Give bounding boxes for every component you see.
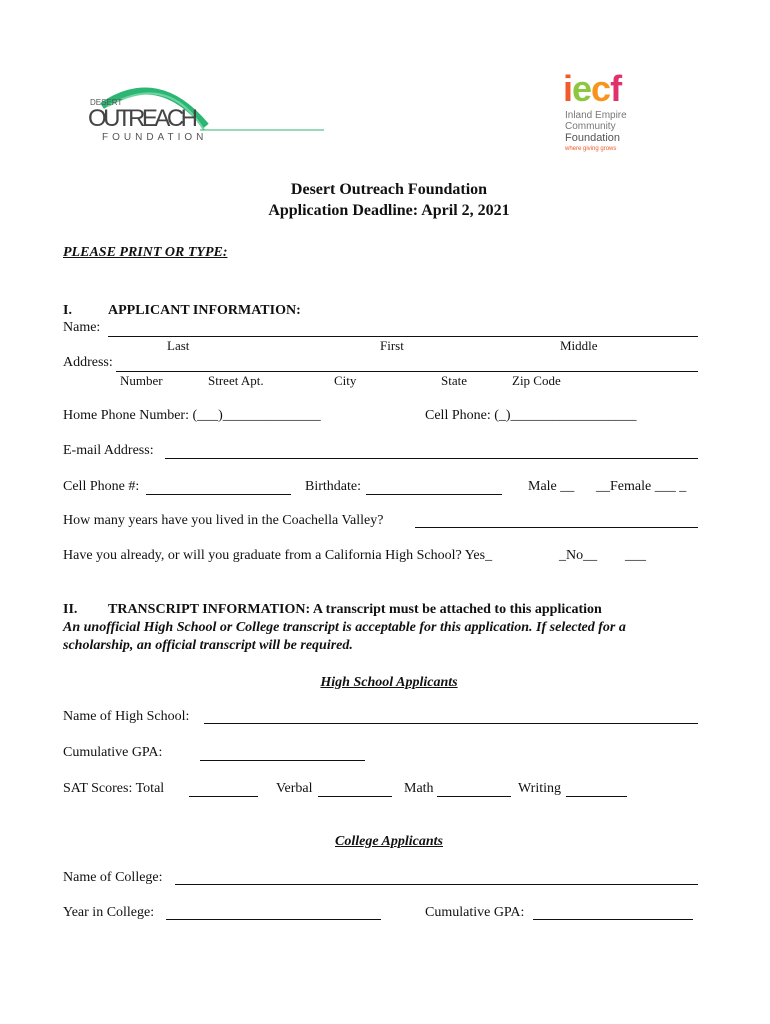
iecf-tagline: where giving grows: [565, 146, 617, 152]
college-gpa-label: Cumulative GPA:: [425, 905, 525, 920]
cell-phone-top-field[interactable]: Cell Phone: (_)__________________: [425, 408, 637, 423]
birthdate-label: Birthdate:: [305, 479, 361, 494]
female-option[interactable]: __Female ___ _: [596, 479, 687, 494]
iecf-line3: Foundation: [565, 132, 621, 144]
iecf-line2: Community: [565, 121, 616, 132]
home-phone-field[interactable]: Home Phone Number: (___)______________: [63, 408, 321, 423]
sat-math-field[interactable]: [437, 796, 511, 797]
cell-field[interactable]: [146, 494, 291, 495]
gpa-field[interactable]: [200, 760, 365, 761]
form-title: Desert Outreach Foundation: [290, 181, 488, 198]
name-label: Name:: [63, 320, 101, 335]
grad-blank[interactable]: ___: [625, 548, 646, 563]
name-sub-first: First: [380, 338, 404, 353]
email-field[interactable]: [165, 458, 698, 459]
year-label: Year in College:: [63, 905, 155, 920]
svg-text:OUTREACH: OUTREACH: [88, 105, 198, 132]
cell-label: Cell Phone #:: [63, 479, 140, 494]
male-option[interactable]: Male __: [528, 479, 575, 494]
name-field[interactable]: [108, 336, 698, 337]
sat-math-label: Math: [404, 781, 434, 796]
section2-number: II.: [63, 602, 78, 617]
sat-writing-label: Writing: [518, 781, 561, 796]
address-sub-zip: Zip Code: [512, 373, 561, 388]
email-label: E-mail Address:: [63, 443, 154, 458]
iecf-line1: Inland Empire: [565, 110, 627, 121]
section2-title: TRANSCRIPT INFORMATION: A transcript must be attached to this application: [108, 602, 602, 617]
svg-text:FOUNDATION: FOUNDATION: [102, 132, 208, 143]
sat-total-label: SAT Scores: Total: [63, 781, 165, 796]
hs-name-field[interactable]: [204, 723, 698, 724]
years-question: How many years have you lived in the Coachella Valley?: [63, 513, 384, 528]
section1-title: APPLICANT INFORMATION:: [108, 303, 301, 318]
name-sub-middle: Middle: [560, 338, 598, 353]
gpa-label: Cumulative GPA:: [63, 745, 163, 760]
address-sub-city: City: [334, 373, 357, 388]
section1-number: I.: [63, 303, 72, 318]
years-field[interactable]: [415, 527, 698, 528]
college-heading: College Applicants: [335, 834, 443, 849]
svg-text:DESERT: DESERT: [90, 98, 123, 107]
deadline: Application Deadline: April 2, 2021: [268, 202, 510, 219]
address-sub-state: State: [441, 373, 467, 388]
sat-writing-field[interactable]: [566, 796, 627, 797]
college-gpa-field[interactable]: [533, 919, 693, 920]
sat-verbal-label: Verbal: [276, 781, 313, 796]
address-label: Address:: [63, 355, 113, 370]
address-sub-street: Street Apt.: [208, 373, 264, 388]
print-note: PLEASE PRINT OR TYPE:: [63, 245, 228, 260]
address-field[interactable]: [116, 371, 698, 372]
sat-verbal-field[interactable]: [318, 796, 392, 797]
transcript-note-2: scholarship, an official transcript will be required.: [63, 638, 353, 653]
name-sub-last: Last: [167, 338, 190, 353]
hs-heading: High School Applicants: [320, 675, 458, 690]
college-name-label: Name of College:: [63, 870, 163, 885]
grad-question[interactable]: Have you already, or will you graduate from a California High School? Yes_: [63, 548, 493, 563]
desert-outreach-logo: [88, 78, 328, 148]
hs-name-label: Name of High School:: [63, 709, 190, 724]
sat-total-field[interactable]: [189, 796, 258, 797]
birthdate-field[interactable]: [366, 494, 502, 495]
grad-no-option[interactable]: _No__: [559, 548, 598, 563]
transcript-note-1: An unofficial High School or College transcript is acceptable for this application. If selected for a: [63, 620, 626, 635]
desert-outreach-logo-mark: [88, 78, 328, 148]
iecf-wordmark: iecf: [563, 68, 622, 109]
address-sub-number: Number: [120, 373, 163, 388]
year-field[interactable]: [166, 919, 381, 920]
iecf-logo: [563, 68, 673, 160]
college-name-field[interactable]: [175, 884, 698, 885]
